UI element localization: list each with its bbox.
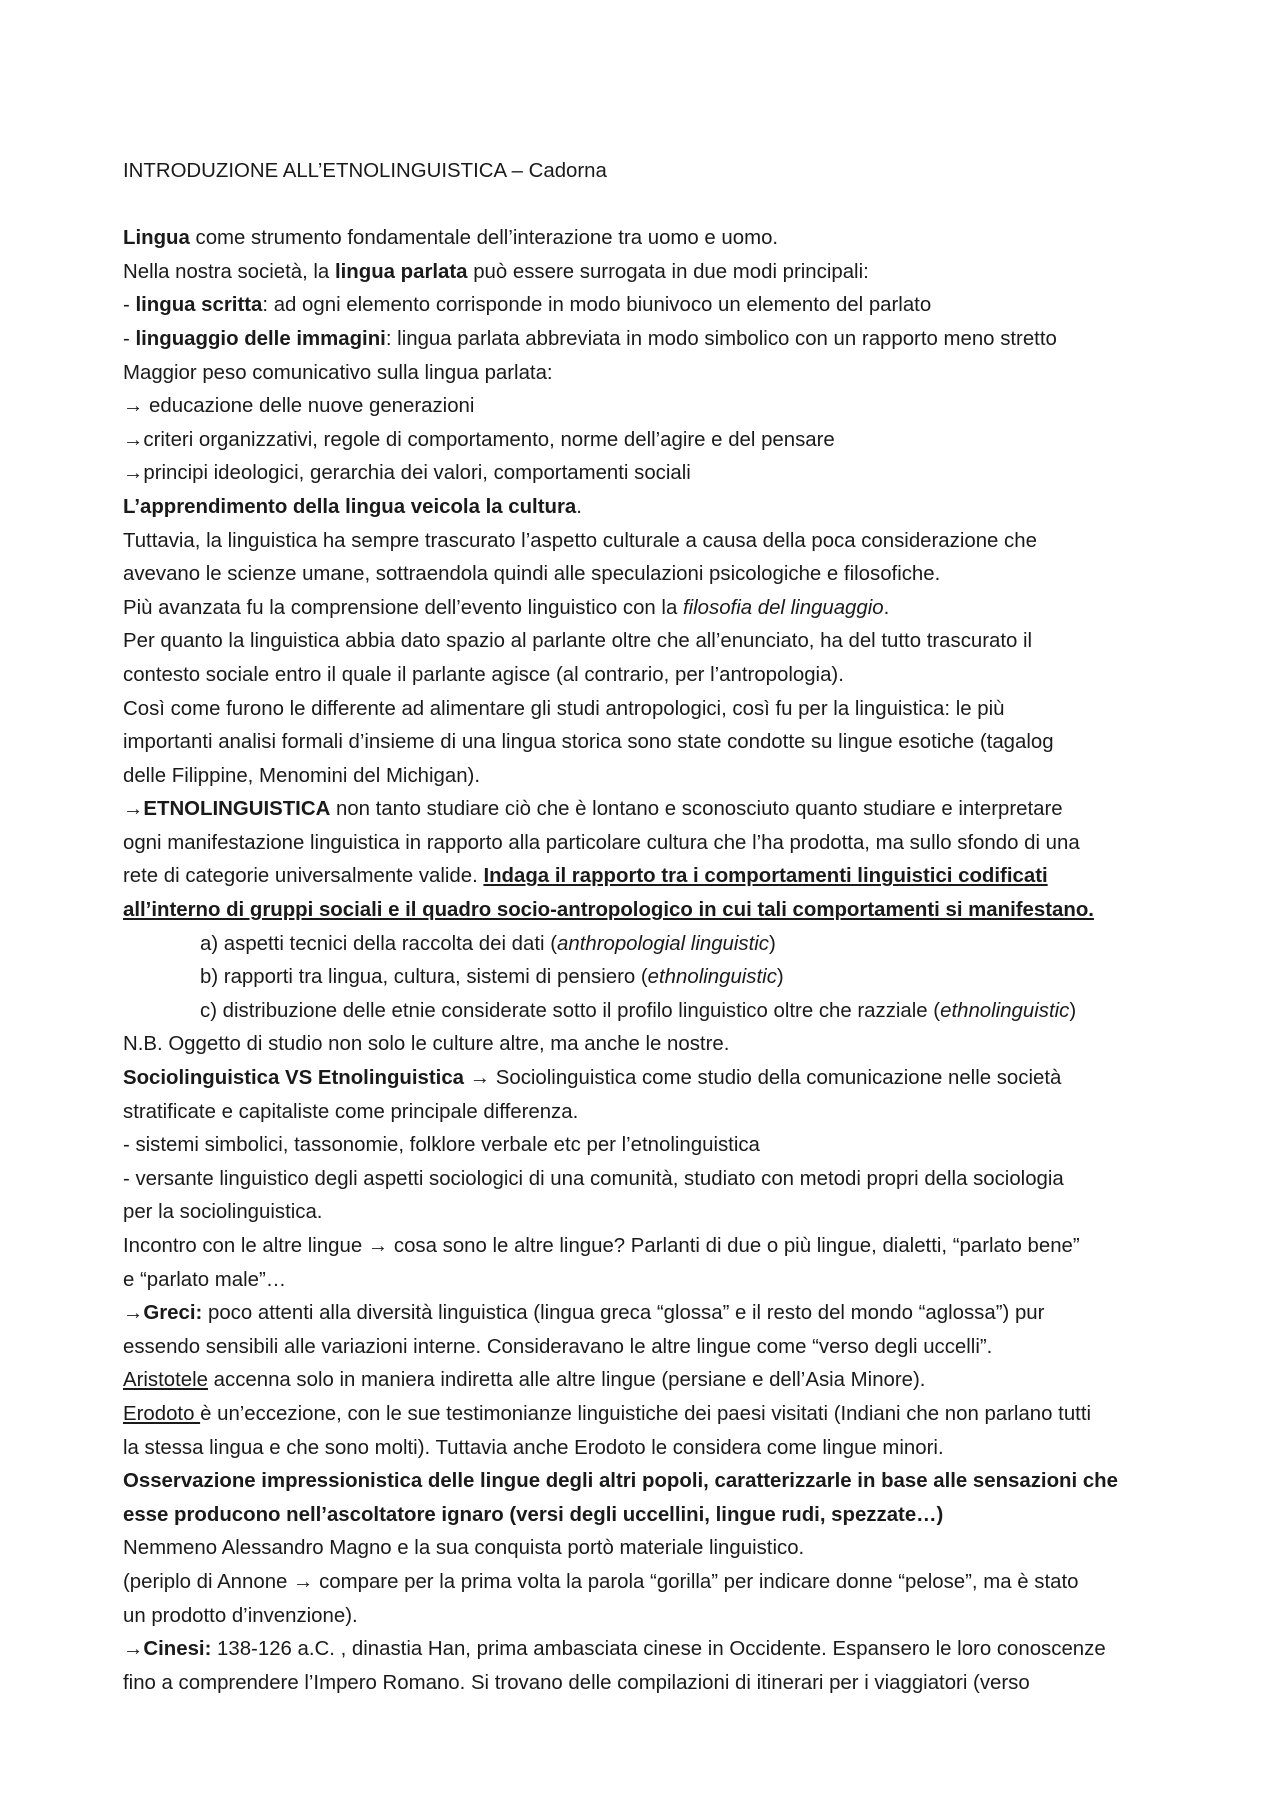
text-line: [123, 424, 1183, 458]
text-run: all’interno di gruppi sociali e il quadro socio-antropologico in cui tali comportamenti si manifestano.: [123, 899, 1094, 922]
text-line: [123, 222, 1183, 256]
text-run: lingua scritta: [135, 294, 263, 317]
text-run: Per quanto la linguistica abbia dato spazio al parlante oltre che all’enunciato, ha del tutto trascurato il: [123, 630, 1033, 653]
text-run: Erodoto: [123, 1402, 201, 1425]
text-line: [123, 1062, 1183, 1096]
text-run: come strumento fondamentale dell’interazione tra uomo e uomo.: [189, 227, 779, 250]
text-run: Sociolinguistica VS Etnolinguistica: [123, 1067, 465, 1090]
text-run: Osservazione impressionistica delle lingue degli altri popoli, caratterizzarle in base alle sensazioni che: [123, 1470, 1118, 1493]
text-run: ): [769, 932, 776, 955]
text-run: (periplo di Annone → compare per la prima volta la parola “gorilla” per indicare donne “pelose”, ma è stato: [123, 1570, 1079, 1593]
text-run: →: [123, 798, 144, 821]
text-run: Aristotele: [123, 1369, 208, 1392]
text-run: lingua parlata: [334, 260, 468, 283]
text-run: →: [123, 1638, 144, 1661]
document-body: [123, 222, 1183, 1700]
text-run: ETNOLINGUISTICA: [143, 798, 331, 821]
text-line: [123, 894, 1183, 928]
text-run: : lingua parlata abbreviata in modo simbolico con un rapporto meno stretto: [385, 327, 1057, 350]
text-run: 138-126 a.C. , dinastia Han, prima ambasciata cinese in Occidente. Espansero le loro conoscenze: [211, 1638, 1106, 1661]
text-line: [123, 1600, 1183, 1634]
text-run: e “parlato male”…: [123, 1268, 287, 1291]
text-run: Indaga il rapporto tra i comportamenti linguistici codificati: [483, 865, 1048, 888]
text-run: N.B. Oggetto di studio non solo le culture altre, ma anche le nostre.: [123, 1033, 730, 1056]
text-run: Maggior peso comunicativo sulla lingua parlata:: [123, 361, 553, 384]
text-run: contesto sociale entro il quale il parlante agisce (al contrario, per l’antropologia).: [123, 663, 844, 686]
text-run: Tuttavia, la linguistica ha sempre trascurato l’aspetto culturale a causa della poca considerazione che: [123, 529, 1037, 552]
text-line: [123, 1465, 1183, 1499]
text-run: → educazione delle nuove generazioni: [123, 395, 475, 418]
text-line: [123, 592, 1183, 626]
text-line: [123, 760, 1183, 794]
document-page: [123, 155, 1183, 1700]
text-run: poco attenti alla diversità linguistica (lingua greca “glossa” e il resto del mondo “aglossa”) pur: [202, 1302, 1045, 1325]
text-run: ogni manifestazione linguistica in rapporto alla particolare cultura che l’ha prodotta, ma sullo sfondo di una: [123, 831, 1080, 854]
list-item: [123, 961, 1183, 995]
text-run: Così come furono le differente ad alimentare gli studi antropologici, così fu per la linguistica: le più: [123, 697, 1005, 720]
text-line: [123, 457, 1183, 491]
text-run: anthropologial linguistic: [557, 932, 769, 955]
text-run: L’apprendimento della lingua veicola la cultura: [123, 495, 577, 518]
text-line: [123, 256, 1183, 290]
text-run: Lingua: [123, 227, 190, 250]
text-line: [123, 525, 1183, 559]
text-run: ): [1069, 999, 1077, 1022]
text-run: importanti analisi formali d’insieme di una lingua storica sono state condotte su lingue esotiche (tagalog: [123, 731, 1054, 754]
text-run: .: [576, 495, 582, 518]
text-run: filosofia del linguaggio: [682, 596, 884, 619]
text-line: [123, 1163, 1183, 1197]
text-run: → Sociolinguistica come studio della comunicazione nelle società: [464, 1067, 1062, 1090]
text-run: stratificate e capitaliste come principale differenza.: [123, 1100, 579, 1123]
text-run: b) rapporti tra lingua, cultura, sistemi di pensiero (: [200, 966, 648, 989]
text-run: può essere surrogata in due modi principali:: [467, 260, 869, 283]
list-item: [123, 928, 1183, 962]
document-title: INTRODUZIONE ALL’ETNOLINGUISTICA – Cadorna: [123, 160, 607, 182]
text-run: Nella nostra società, la: [123, 260, 335, 283]
text-run: ethnolinguistic: [647, 966, 777, 989]
text-line: [123, 1129, 1183, 1163]
text-run: Incontro con le altre lingue → cosa sono le altre lingue? Parlanti di due o più lingue, dialetti, “parlato bene”: [123, 1235, 1080, 1257]
text-line: [123, 1297, 1183, 1331]
text-line: [123, 289, 1183, 323]
text-run: linguaggio delle immagini: [135, 327, 386, 350]
text-run: - versante linguistico degli aspetti sociologici di una comunità, studiato con metodi propri della sociologia: [123, 1167, 1064, 1190]
text-run: - sistemi simbolici, tassonomie, folklore verbale etc per l’etnolinguistica: [123, 1134, 760, 1157]
text-run: →: [123, 1302, 144, 1325]
list-item: [123, 995, 1183, 1029]
text-run: avevano le scienze umane, sottraendola quindi alle speculazioni psicologiche e filosofiche.: [123, 563, 941, 586]
text-line: [123, 693, 1183, 727]
text-line: [123, 1566, 1183, 1600]
text-run: .: [883, 596, 890, 619]
text-run: : ad ogni elemento corrisponde in modo biunivoco un elemento del parlato: [262, 294, 932, 317]
text-line: [123, 491, 1183, 525]
text-line: [123, 1028, 1183, 1062]
text-line: [123, 793, 1183, 827]
text-line: [123, 357, 1183, 391]
text-run: c) distribuzione delle etnie considerate sotto il profilo linguistico oltre che razziale (: [200, 999, 941, 1022]
text-run: Cinesi:: [143, 1638, 212, 1661]
text-line: [123, 1331, 1183, 1365]
text-run: essendo sensibili alle variazioni interne. Consideravano le altre lingue come “verso degli uccelli”.: [123, 1335, 993, 1358]
text-run: →criteri organizzativi, regole di comportamento, norme dell’agire e del pensare: [123, 428, 835, 451]
text-run: fino a comprendere l’Impero Romano. Si trovano delle compilazioni di itinerari per i viaggiatori (verso: [123, 1671, 1030, 1694]
text-run: →principi ideologici, gerarchia dei valori, comportamenti sociali: [123, 462, 691, 485]
text-run: è un’eccezione, con le sue testimonianze linguistiche dei paesi visitati (Indiani che non parlano tutti: [200, 1402, 1092, 1425]
text-line: [123, 1230, 1183, 1264]
text-run: ethnolinguistic: [940, 999, 1070, 1022]
text-line: [123, 1432, 1183, 1466]
text-line: [123, 1633, 1183, 1667]
text-run: per la sociolinguistica.: [123, 1201, 323, 1224]
text-line: [123, 659, 1183, 693]
text-line: [123, 860, 1183, 894]
text-line: [123, 323, 1183, 357]
text-run: rete di categorie universalmente valide.: [123, 865, 484, 888]
text-line: [123, 1499, 1183, 1533]
text-line: [123, 625, 1183, 659]
text-run: esse producono nell’ascoltatore ignaro (versi degli uccellini, lingue rudi, spezzate…): [123, 1503, 944, 1526]
text-run: accenna solo in maniera indiretta alle altre lingue (persiane e dell’Asia Minore).: [208, 1369, 926, 1392]
text-run: a) aspetti tecnici della raccolta dei dati (: [200, 932, 558, 955]
text-line: [123, 390, 1183, 424]
text-run: non tanto studiare ciò che è lontano e sconosciuto quanto studiare e interpretare: [330, 798, 1063, 821]
text-line: [123, 1264, 1183, 1298]
text-run: la stessa lingua e che sono molti). Tuttavia anche Erodoto le considera come lingue minori.: [123, 1436, 944, 1459]
text-line: [123, 1096, 1183, 1130]
text-line: [123, 827, 1183, 861]
text-run: delle Filippine, Menomini del Michigan).: [123, 764, 481, 787]
text-line: [123, 1196, 1183, 1230]
text-line: [123, 1398, 1183, 1432]
text-run: -: [123, 294, 136, 317]
text-line: [123, 726, 1183, 760]
text-line: [123, 558, 1183, 592]
text-run: un prodotto d’invenzione).: [123, 1604, 358, 1627]
text-line: [123, 1667, 1183, 1701]
text-run: ): [776, 966, 784, 989]
text-run: Greci:: [143, 1302, 203, 1325]
text-run: -: [123, 327, 136, 350]
text-run: Nemmeno Alessandro Magno e la sua conquista portò materiale linguistico.: [123, 1537, 805, 1560]
text-line: [123, 1364, 1183, 1398]
text-run: Più avanzata fu la comprensione dell’evento linguistico con la: [123, 596, 683, 619]
text-line: [123, 1532, 1183, 1566]
